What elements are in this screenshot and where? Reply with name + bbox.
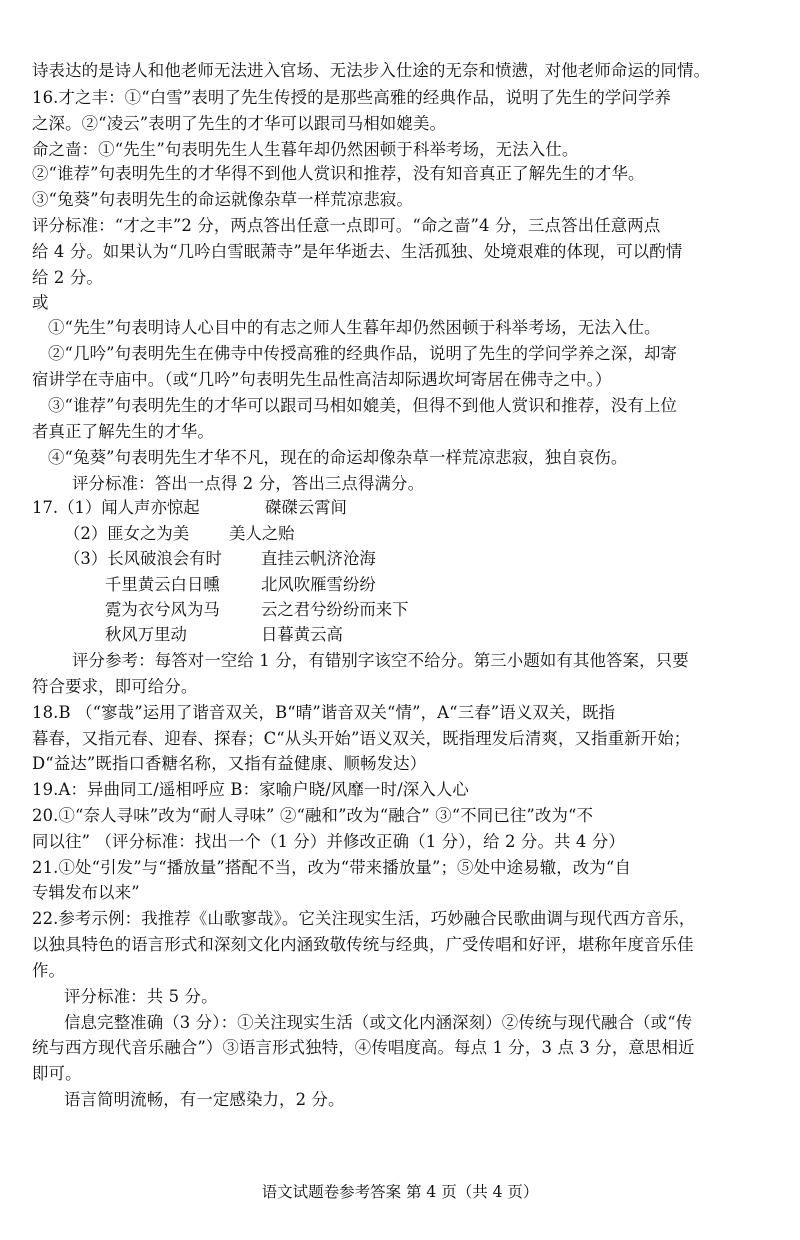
text-line: ②“几吟”句表明先生在佛寺中传授高雅的经典作品，说明了先生的学问学养之深，却寄 xyxy=(48,344,678,363)
text-line: D“益达”既指口香糖名称，又指有益健康、顺畅发达） xyxy=(32,754,427,773)
text-line: ④“兔葵”句表明先生才华不凡，现在的命运却像杂草一样荒凉悲寂，独自哀伤。 xyxy=(48,448,628,467)
text-line: 作。 xyxy=(32,961,66,980)
q17-part1-b: 磔磔云霄间 xyxy=(265,498,347,517)
text-line: 以独具特色的语言形式和深刻文化内涵致敬传统与经典，广受传唱和好评，堪称年度音乐佳 xyxy=(32,935,694,954)
text-line: 即可。 xyxy=(32,1064,82,1083)
q17-part3-b: 直挂云帆济沧海 xyxy=(261,549,376,568)
q19-line: 19.A：异曲同工/遥相呼应 B：家喻户晓/风靡一时/深入人心 xyxy=(32,780,469,799)
text-line: ③“兔葵”句表明先生的命运就像杂草一样荒凉悲寂。 xyxy=(32,190,413,209)
q17-part3-a3: 霓为衣兮风为马 xyxy=(105,600,220,619)
q17-part3-b3: 云之君兮纷纷而来下 xyxy=(261,600,409,619)
text-line: 符合要求，即可给分。 xyxy=(32,677,198,696)
text-line: 信息完整准确（3 分）：①关注现实生活（或文化内涵深刻）②传统与现代融合（或“传 xyxy=(64,1013,693,1032)
text-line: 给 4 分。如果认为“几吟白雪眠萧寺”是年华逝去、生活孤独、处境艰难的体现，可以酌情 xyxy=(32,242,683,261)
q17-part3-a4: 秋风万里动 xyxy=(105,625,187,644)
q17-row5 xyxy=(105,597,765,623)
text-line: 评分参考：每答对一空给 1 分，有错别字该空不给分。第三小题如有其他答案，只要 xyxy=(72,651,689,670)
text-line: ②“谁荐”句表明先生的才华得不到他人赏识和推荐，没有知音真正了解先生的才华。 xyxy=(32,164,645,183)
q17-row3 xyxy=(64,546,764,572)
text-line: 或 xyxy=(32,293,49,312)
text-line: 评分标准：答出一点得 2 分，答出三点得满分。 xyxy=(72,474,425,493)
q20-line: 20.①“奈人寻味”改为“耐人寻味” ②“融和”改为“融合” ③“不同已往”改为“不 xyxy=(32,806,594,825)
text-line: 统与西方现代音乐融合”）③语言形式独特，④传唱度高。每点 1 分，3 点 3 分，意思相近 xyxy=(32,1038,695,1057)
q17-row6 xyxy=(105,622,765,648)
q17-part3-a2: 千里黄云白日曛 xyxy=(105,575,220,594)
text-line: ③“谁荐”句表明先生的才华可以跟司马相如媲美，但得不到他人赏识和推荐，没有上位 xyxy=(48,396,678,415)
text-line: ①“先生”句表明诗人心目中的有志之师人生暮年却仍然困顿于科举考场，无法入仕。 xyxy=(48,318,661,337)
text-line: 语言简明流畅，有一定感染力，2 分。 xyxy=(64,1090,345,1109)
text-line: 评分标准：“才之丰”2 分，两点答出任意一点即可。“命之啬”4 分，三点答出任意两点 xyxy=(32,216,661,235)
q18-line: 18.B （“寥哉”运用了谐音双关，B“晴”谐音双关“情”，A“三春”语义双关，既指 xyxy=(32,703,616,722)
q16-line: 16.才之丰：①“白雪”表明了先生传授的是那些高雅的经典作品，说明了先生的学问学养 xyxy=(32,88,672,107)
text-line: 评分标准：共 5 分。 xyxy=(64,987,218,1006)
text-line: 同以往” （评分标准：找出一个（1 分）并修改正确（1 分），给 2 分。共 4 分） xyxy=(32,832,625,851)
q17-part2-b: 美人之贻 xyxy=(229,524,295,543)
q17-part1-a: 17.（1）闻人声亦惊起 xyxy=(32,498,200,517)
page-footer: 语文试题卷参考答案 第 4 页（共 4 页） xyxy=(261,1183,539,1201)
text-line: 者真正了解先生的才华。 xyxy=(32,422,214,441)
text-line: 诗表达的是诗人和他老师无法进入官场、无法步入仕途的无奈和愤懑，对他老师命运的同情。 xyxy=(32,61,711,80)
q17-row1 xyxy=(32,495,772,521)
text-line: 给 2 分。 xyxy=(32,268,103,287)
text-line: 之深。②“凌云”表明了先生的才华可以跟司马相如媲美。 xyxy=(32,114,447,133)
q17-row4 xyxy=(105,572,765,598)
text-line: 宿讲学在寺庙中。（或“几吟”句表明先生品性高洁却际遇坎坷寄居在佛寺之中。） xyxy=(32,370,612,389)
q17-part3-b4: 日暮黄云高 xyxy=(261,625,343,644)
text-line: 专辑发布以来” xyxy=(32,883,140,902)
q17-part2-a: （2）匪女之为美 xyxy=(64,524,190,543)
text-line: 暮春，又指元春、迎春、探春；C“从头开始”语义双关，既指理发后清爽，又指重新开始； xyxy=(32,729,691,748)
text-line: 命之啬：①“先生”句表明先生人生暮年却仍然困顿于科举考场，无法入仕。 xyxy=(32,140,579,159)
q17-row2 xyxy=(64,521,764,547)
q21-line: 21.①处“引发”与“播放量”搭配不当，改为“带来播放量”；⑤处中途易辙，改为“自 xyxy=(32,858,631,877)
q17-part3-a: （3）长风破浪会有时 xyxy=(64,549,222,568)
q22-line: 22.参考示例：我推荐《山歌寥哉》。它关注现实生活，巧妙融合民歌曲调与现代西方音乐， xyxy=(32,909,696,928)
q17-part3-b2: 北风吹雁雪纷纷 xyxy=(261,575,376,594)
